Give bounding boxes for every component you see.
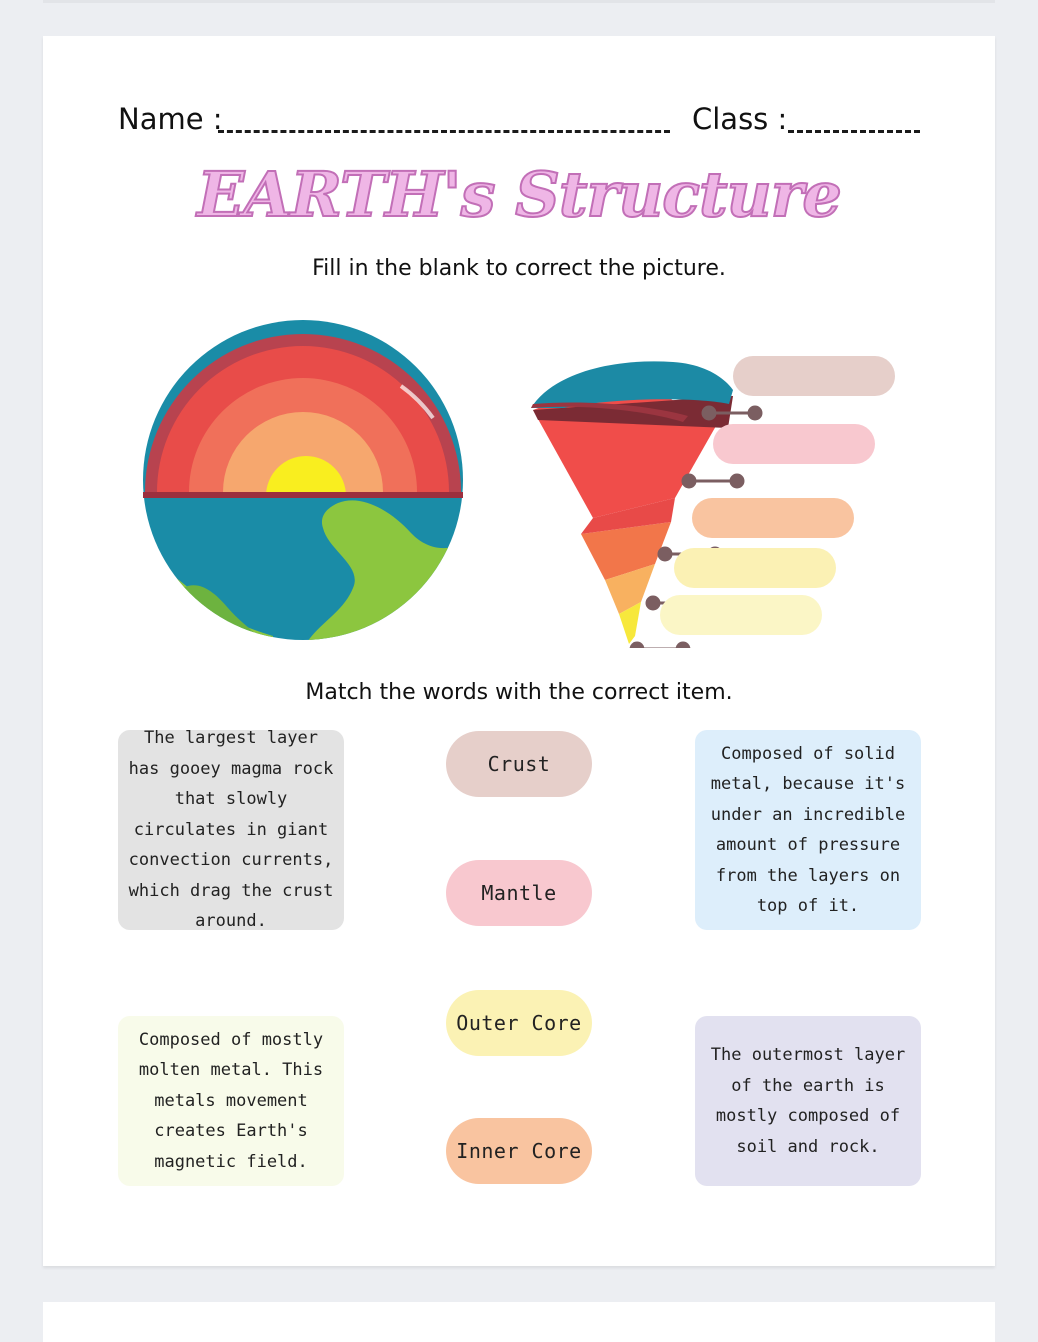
earth-globe-illustration — [143, 320, 473, 648]
name-label: Name : — [118, 102, 223, 136]
fill-blank-instruction: Fill in the blank to correct the picture. — [312, 256, 726, 281]
description-card-crust[interactable] — [695, 1016, 921, 1186]
word-inner-core[interactable]: Inner Core — [446, 1118, 592, 1184]
next-page-edge — [43, 1302, 995, 1342]
description-card-mantle[interactable] — [118, 730, 344, 930]
class-blank-line[interactable] — [788, 130, 920, 133]
previous-page-edge — [43, 0, 995, 3]
description-card-inner-core[interactable] — [695, 730, 921, 930]
class-label: Class : — [692, 102, 788, 136]
student-info-row — [118, 102, 928, 142]
blank-center-label[interactable] — [660, 595, 822, 635]
blank-inner-core-label[interactable] — [674, 548, 836, 588]
blank-outer-core-label[interactable] — [692, 498, 854, 538]
description-text: Composed of mostly molten metal. This metals movement creates Earth's magnetic field. — [138, 1029, 324, 1172]
description-text: Composed of solid metal, because it's under an incredible amount of pressure from the layers on top of it. — [710, 743, 906, 916]
word-outer-core[interactable]: Outer Core — [446, 990, 592, 1056]
word-crust[interactable]: Crust — [446, 731, 592, 797]
blank-mantle-label[interactable] — [713, 424, 875, 464]
description-card-outer-core[interactable] — [118, 1016, 344, 1186]
worksheet-title: EARTH's Structure — [197, 158, 841, 231]
description-text: The outermost layer of the earth is mostly composed of soil and rock. — [710, 1045, 906, 1157]
description-text: The largest layer has gooey magma rock that slowly circulates in giant convection currents, which drag the crust around. — [128, 728, 334, 932]
blank-crust-label[interactable] — [733, 356, 895, 396]
worksheet-page — [43, 36, 995, 1266]
word-mantle[interactable]: Mantle — [446, 860, 592, 926]
match-instruction: Match the words with the correct item. — [305, 680, 733, 705]
name-blank-line[interactable] — [218, 130, 670, 133]
